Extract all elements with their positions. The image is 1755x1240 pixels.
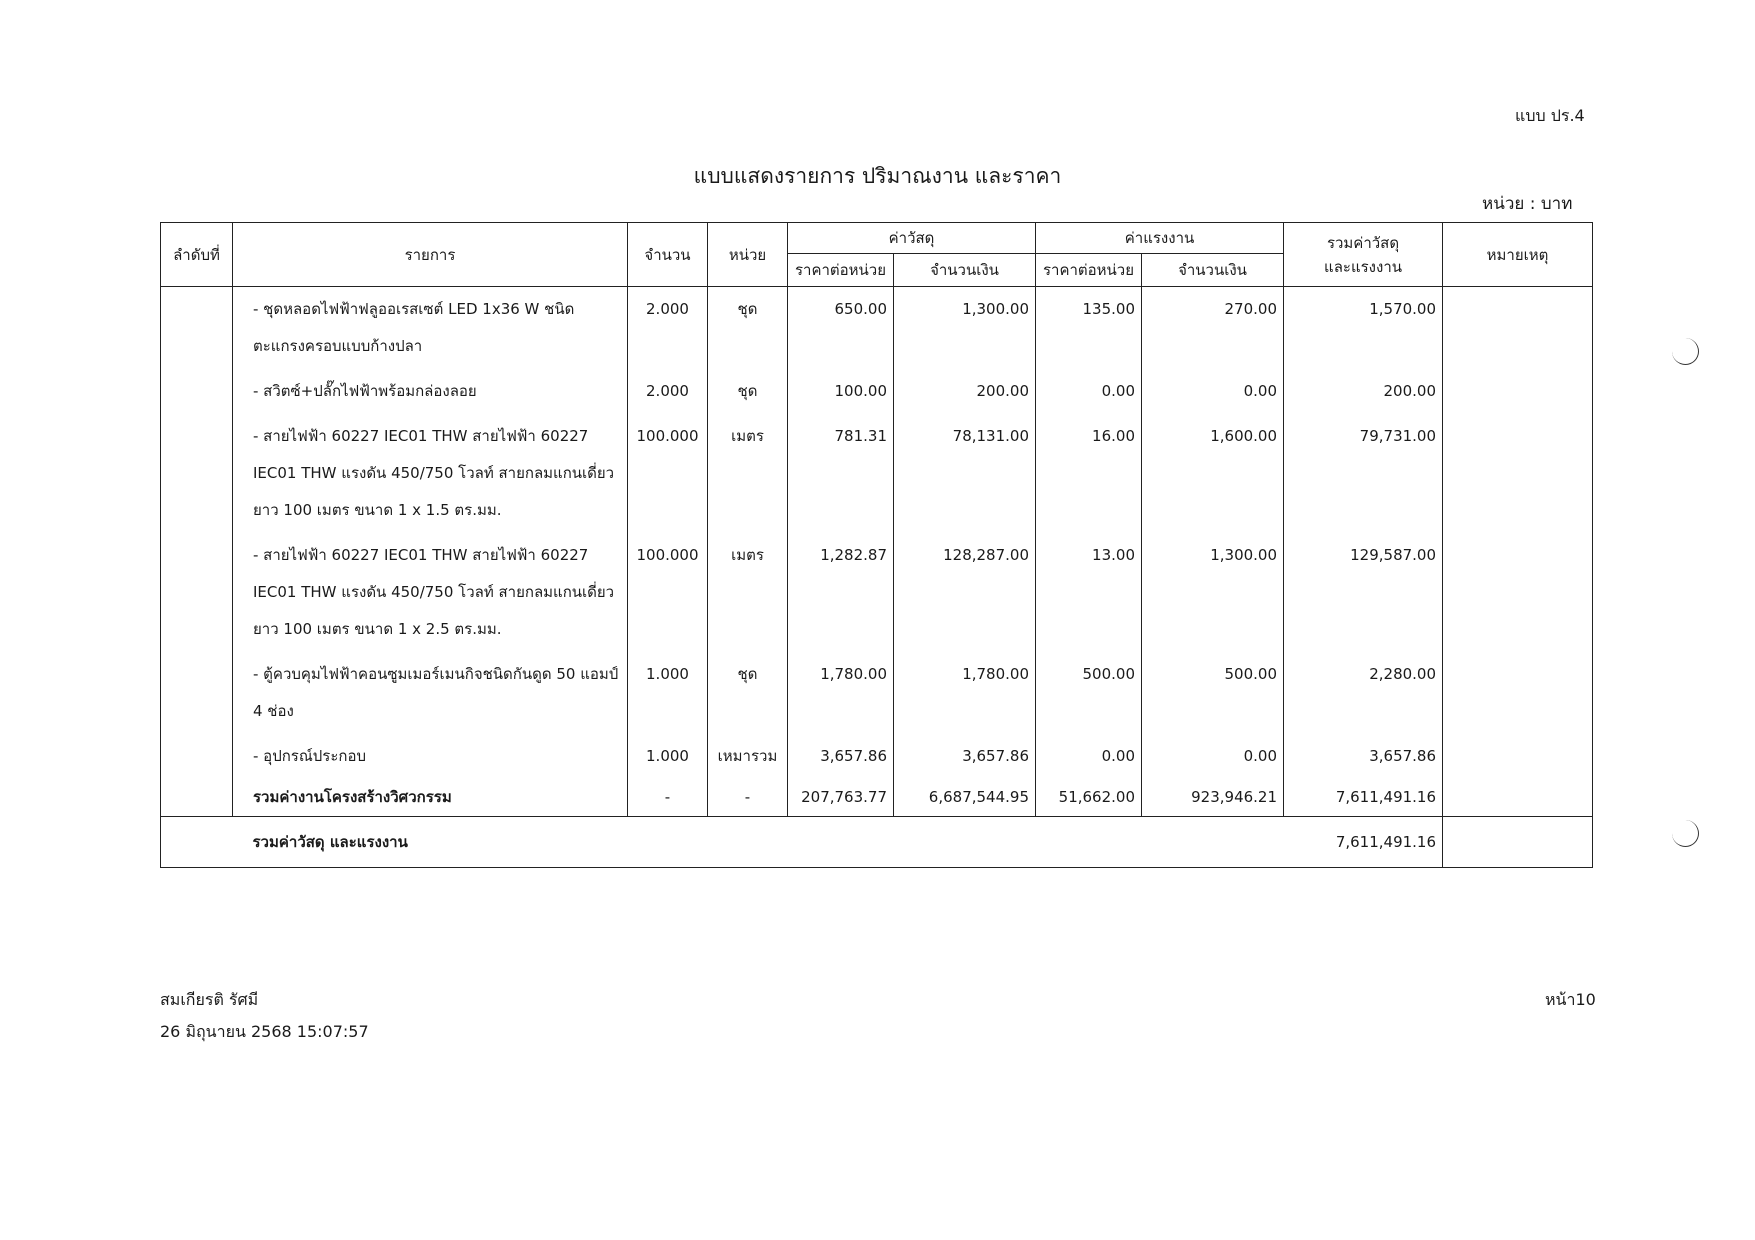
material-amount: 1,300.00 <box>894 287 1036 370</box>
table-row <box>161 414 1593 533</box>
grand-total-row <box>161 817 1593 868</box>
row-total: 129,587.00 <box>1284 533 1443 652</box>
scan-mark <box>1672 338 1699 365</box>
col-material-amount: จำนวนเงิน <box>894 254 1036 287</box>
labor-unit-price: 0.00 <box>1036 734 1142 779</box>
item-unit: เมตร <box>708 533 788 652</box>
col-item-header: รายการ <box>233 223 628 287</box>
document-title: แบบแสดงรายการ ปริมาณงาน และราคา <box>693 164 1062 188</box>
preparer-name: สมเกียรติ รัศมี <box>160 990 259 1009</box>
subtotal-total: 7,611,491.16 <box>1284 779 1443 817</box>
subtotal-labor-amount: 923,946.21 <box>1142 779 1284 817</box>
item-description: - ชุดหลอดไฟฟ้าฟลูออเรสเซต์ LED 1x36 W ชนิดตะแกรงครอบแบบก้างปลา <box>233 287 628 370</box>
col-total-line1: รวมค่าวัสดุ <box>1326 233 1400 252</box>
labor-unit-price: 135.00 <box>1036 287 1142 370</box>
row-total: 2,280.00 <box>1284 652 1443 734</box>
item-qty: 1.000 <box>628 734 708 779</box>
item-qty: 1.000 <box>628 652 708 734</box>
page-number: หน้า10 <box>1545 990 1596 1009</box>
col-material-header: ค่าวัสดุ <box>788 223 1036 254</box>
subtotal-row <box>161 779 1593 817</box>
table-row <box>161 369 1593 414</box>
row-total: 3,657.86 <box>1284 734 1443 779</box>
labor-amount: 0.00 <box>1142 369 1284 414</box>
labor-amount: 500.00 <box>1142 652 1284 734</box>
item-description: - อุปกรณ์ประกอบ <box>233 734 628 779</box>
material-unit-price: 1,780.00 <box>788 652 894 734</box>
subtotal-material-amount: 6,687,544.95 <box>894 779 1036 817</box>
material-unit-price: 1,282.87 <box>788 533 894 652</box>
material-amount: 1,780.00 <box>894 652 1036 734</box>
item-unit: ชุด <box>708 287 788 370</box>
item-qty: 2.000 <box>628 287 708 370</box>
col-labor-unit-price: ราคาต่อหน่วย <box>1036 254 1142 287</box>
row-total: 79,731.00 <box>1284 414 1443 533</box>
subtotal-labor-unit-price: 51,662.00 <box>1036 779 1142 817</box>
subtotal-material-unit-price: 207,763.77 <box>788 779 894 817</box>
material-unit-price: 781.31 <box>788 414 894 533</box>
labor-amount: 1,300.00 <box>1142 533 1284 652</box>
item-qty: 100.000 <box>628 414 708 533</box>
material-unit-price: 3,657.86 <box>788 734 894 779</box>
material-amount: 200.00 <box>894 369 1036 414</box>
table-row <box>161 287 1593 370</box>
table-row <box>161 734 1593 779</box>
labor-unit-price: 16.00 <box>1036 414 1142 533</box>
col-remark-header: หมายเหตุ <box>1443 223 1593 287</box>
labor-amount: 270.00 <box>1142 287 1284 370</box>
row-total: 200.00 <box>1284 369 1443 414</box>
form-code: แบบ ปร.4 <box>1515 106 1585 125</box>
item-description: - สวิตซ์+ปลั๊กไฟฟ้าพร้อมกล่องลอย <box>233 369 628 414</box>
material-amount: 128,287.00 <box>894 533 1036 652</box>
material-unit-price: 100.00 <box>788 369 894 414</box>
col-labor-header: ค่าแรงงาน <box>1036 223 1284 254</box>
subtotal-qty: - <box>628 779 708 817</box>
item-description: - สายไฟฟ้า 60227 IEC01 THW สายไฟฟ้า 60227 IEC01 THW แรงดัน 450/750 โวลท์ สายกลมแกนเดี่ยว ยาว 100 เมตร ขนาด 1 x 1.5 ตร.มม. <box>233 414 628 533</box>
col-labor-amount: จำนวนเงิน <box>1142 254 1284 287</box>
bill-of-quantities-table <box>160 222 1592 868</box>
scan-mark <box>1672 820 1699 847</box>
item-qty: 100.000 <box>628 533 708 652</box>
subtotal-label: รวมค่างานโครงสร้างวิศวกรรม <box>233 779 628 817</box>
labor-unit-price: 13.00 <box>1036 533 1142 652</box>
table-row <box>161 533 1593 652</box>
grand-total-value: 7,611,491.16 <box>1284 817 1443 868</box>
subtotal-unit: - <box>708 779 788 817</box>
item-unit: เมตร <box>708 414 788 533</box>
col-total-header <box>1284 223 1443 287</box>
col-total-line2: และแรงงาน <box>1324 257 1402 276</box>
item-description: - ตู้ควบคุมไฟฟ้าคอนซูมเมอร์เมนกิจชนิดกันดูด 50 แอมป์ 4 ช่อง <box>233 652 628 734</box>
col-unit-header: หน่วย <box>708 223 788 287</box>
labor-unit-price: 500.00 <box>1036 652 1142 734</box>
material-amount: 3,657.86 <box>894 734 1036 779</box>
row-total: 1,570.00 <box>1284 287 1443 370</box>
material-amount: 78,131.00 <box>894 414 1036 533</box>
item-description: - สายไฟฟ้า 60227 IEC01 THW สายไฟฟ้า 60227 IEC01 THW แรงดัน 450/750 โวลท์ สายกลมแกนเดี่ยว ยาว 100 เมตร ขนาด 1 x 2.5 ตร.มม. <box>233 533 628 652</box>
table-row <box>161 652 1593 734</box>
item-qty: 2.000 <box>628 369 708 414</box>
labor-amount: 0.00 <box>1142 734 1284 779</box>
labor-unit-price: 0.00 <box>1036 369 1142 414</box>
grand-total-label: รวมค่าวัสดุ และแรงงาน <box>233 817 1284 868</box>
labor-amount: 1,600.00 <box>1142 414 1284 533</box>
item-unit: เหมารวม <box>708 734 788 779</box>
col-material-unit-price: ราคาต่อหน่วย <box>788 254 894 287</box>
currency-unit: หน่วย : บาท <box>1482 194 1573 214</box>
col-seq-header: ลำดับที่ <box>161 223 233 287</box>
material-unit-price: 650.00 <box>788 287 894 370</box>
col-qty-header: จำนวน <box>628 223 708 287</box>
item-unit: ชุด <box>708 369 788 414</box>
print-datetime: 26 มิถุนายน 2568 15:07:57 <box>160 1022 369 1041</box>
item-unit: ชุด <box>708 652 788 734</box>
